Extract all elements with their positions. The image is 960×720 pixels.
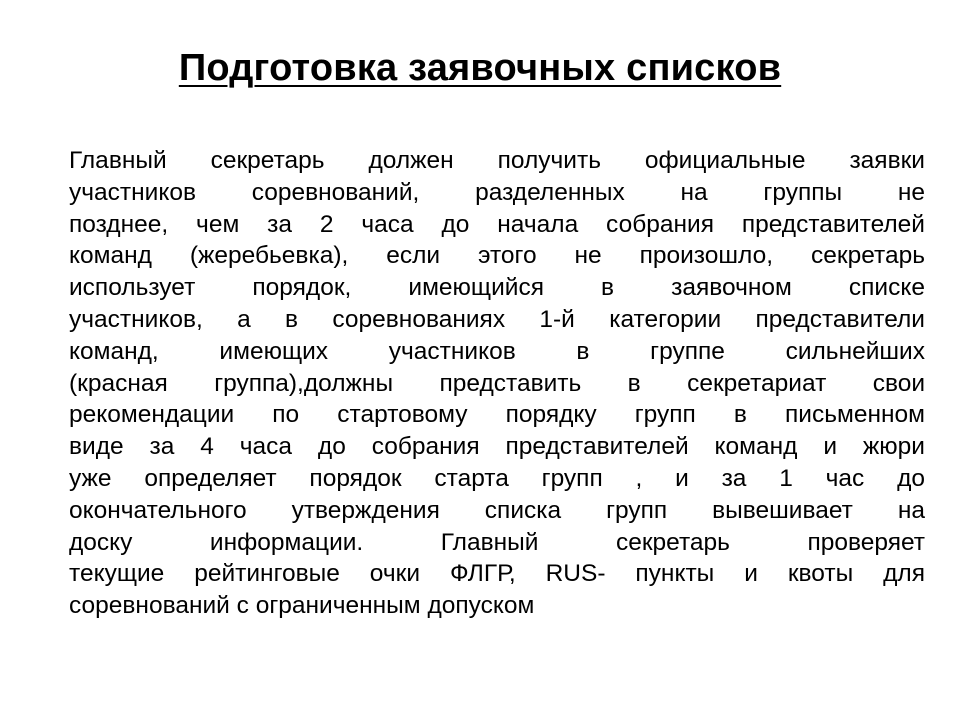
body-line: позднее, чем за 2 часа до начала собрания представителей (69, 210, 925, 238)
body-line: доску информации. Главный секретарь проверяет (69, 528, 925, 556)
body-line: текущие рейтинговые очки ФЛГР, RUS- пункты и квоты для (69, 560, 925, 588)
body-line: виде за 4 часа до собрания представителей команд и жюри (69, 433, 925, 461)
body-line: соревнований с ограниченным допуском (69, 592, 535, 620)
body-line: команд (жеребьевка), если этого не произошло, секретарь (69, 242, 925, 270)
body-line: окончательного утверждения списка групп вывешивает на (69, 496, 925, 524)
body-line: уже определяет порядок старта групп , и за 1 час до (69, 464, 925, 492)
body-line: использует порядок, имеющийся в заявочном списке (69, 274, 925, 302)
body-line: участников соревнований, разделенных на группы не (69, 178, 925, 206)
slide-title: Подготовка заявочных списков (178, 47, 782, 89)
body-line: (красная группа),должны представить в секретариат свои (69, 369, 925, 397)
slide-body-text (69, 145, 925, 622)
body-line: Главный секретарь должен получить официальные заявки (69, 147, 925, 174)
body-line: команд, имеющих участников в группе сильнейших (69, 337, 925, 365)
body-line: участников, а в соревнованиях 1-й категории представители (69, 305, 925, 333)
body-line: рекомендации по стартовому порядку групп в письменном (69, 401, 925, 429)
